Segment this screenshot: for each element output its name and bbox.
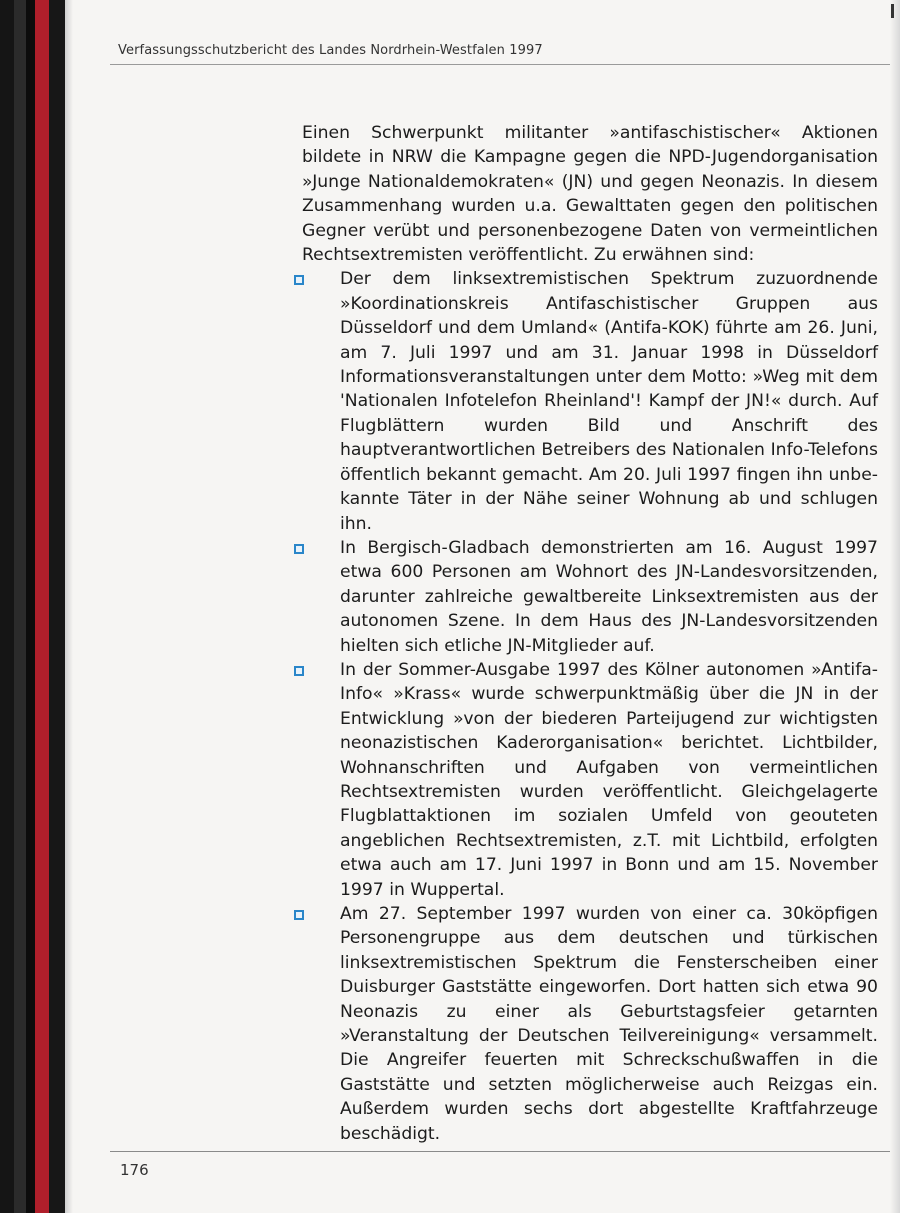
binding-edge bbox=[49, 0, 65, 1213]
list-item-text: In der Sommer-Ausgabe 1997 des Kölner autonomen »Antifa-Info« »Krass« wurde schwerpunktmäßig über die JN in der Entwicklung »von der biederen Parteijugend zur wichtigsten neonazistischen Kaderorganisation« berichtet. Lichtbilder, Wohnanschriften und Aufgaben von vermeintlichen Rechtsextremisten wurden veröffentlicht. Gleichgelagerte Flugblattaktionen im sozialen Umfeld von geouteten angeblichen Rechtsextremisten, z.T. mit Lichtbild, erfolgten etwa auch am 17. Juni 1997 in Bonn und am 15. November 1997 in Wuppertal. bbox=[340, 659, 878, 900]
binding-edge bbox=[26, 0, 35, 1213]
list-item bbox=[302, 902, 878, 1146]
list-item bbox=[302, 267, 878, 535]
intro-paragraph: Einen Schwerpunkt militanter »antifaschistischer« Aktionen bildete in NRW die Kampagne gegen die NPD-Jugendorganisation »Junge Nationaldemokraten« (JN) und gegen Neonazis. In diesem Zusammenhang wurden u.a. Gewalttaten gegen den politischen Gegner verübt und personenbezogene Daten von vermeintlichen Rechtsextremisten veröffentlicht. Zu erwähnen sind: bbox=[302, 123, 878, 266]
footer-rule bbox=[110, 1151, 890, 1152]
square-bullet-icon bbox=[294, 275, 304, 285]
square-bullet-icon bbox=[294, 910, 304, 920]
body-text bbox=[302, 121, 878, 1146]
square-bullet-icon bbox=[294, 544, 304, 554]
page-edge-shadow bbox=[890, 0, 900, 1213]
binding-edge bbox=[0, 0, 14, 1213]
list-item-text: In Bergisch-Gladbach demonstrierten am 16. August 1997 etwa 600 Personen am Wohnort des JN-Landesvorsitzenden, darunter zahlreiche gewaltbereite Linksextremisten aus der autonomen Szene. In dem Haus des JN-Landesvorsitzenden hielten sich etliche JN-Mitglieder auf. bbox=[340, 537, 878, 656]
binding-edge bbox=[14, 0, 26, 1213]
corner-mark bbox=[891, 4, 894, 18]
binding-shadow bbox=[65, 0, 73, 1213]
list-item-text: Der dem linksextremistischen Spektrum zuzuordnende »Koordinationskreis Antifaschistischer Gruppen aus Düsseldorf und dem Umland« (Antifa-KOK) führte am 26. Juni, am 7. Juli 1997 und am 31. Januar 1998 in Düsseldorf Informationsveranstaltungen unter dem Motto: »Weg mit dem 'Nationalen Infotelefon Rheinland'! Kampf der JN!« durch. Auf Flugblättern wurden Bild und Anschrift des hauptverantwortlichen Betreibers des Nationalen Info-Telefons öffentlich bekannt gemacht. Am 20. Juli 1997 fingen ihn unbekannte Täter in der Nähe seiner Wohnung ab und schlugen ihn. bbox=[340, 269, 878, 534]
page-number: 176 bbox=[120, 1161, 149, 1179]
running-header: Verfassungsschutzbericht des Landes Nordrhein-Westfalen 1997 bbox=[118, 43, 543, 58]
list-item bbox=[302, 536, 878, 658]
list-item bbox=[302, 658, 878, 902]
bullet-list bbox=[302, 267, 878, 1146]
square-bullet-icon bbox=[294, 666, 304, 676]
list-item-text: Am 27. September 1997 wurden von einer ca. 30köpfigen Personengruppe aus dem deutschen und türkischen linksextremistischen Spektrum die Fensterscheiben einer Duisburger Gaststätte eingeworfen. Dort hatten sich etwa 90 Neonazis zu einer als Geburtstagsfeier getarnten »Veranstaltung der Deutschen Teilvereinigung« versammelt. Die Angreifer feuerten mit Schreckschußwaffen in die Gaststätte und setzten möglicherweise auch Reizgas ein. Außerdem wurden sechs dort abgestellte Kraftfahrzeuge beschädigt. bbox=[340, 904, 878, 1144]
header-rule bbox=[110, 64, 890, 65]
binding-edge-red bbox=[35, 0, 49, 1213]
